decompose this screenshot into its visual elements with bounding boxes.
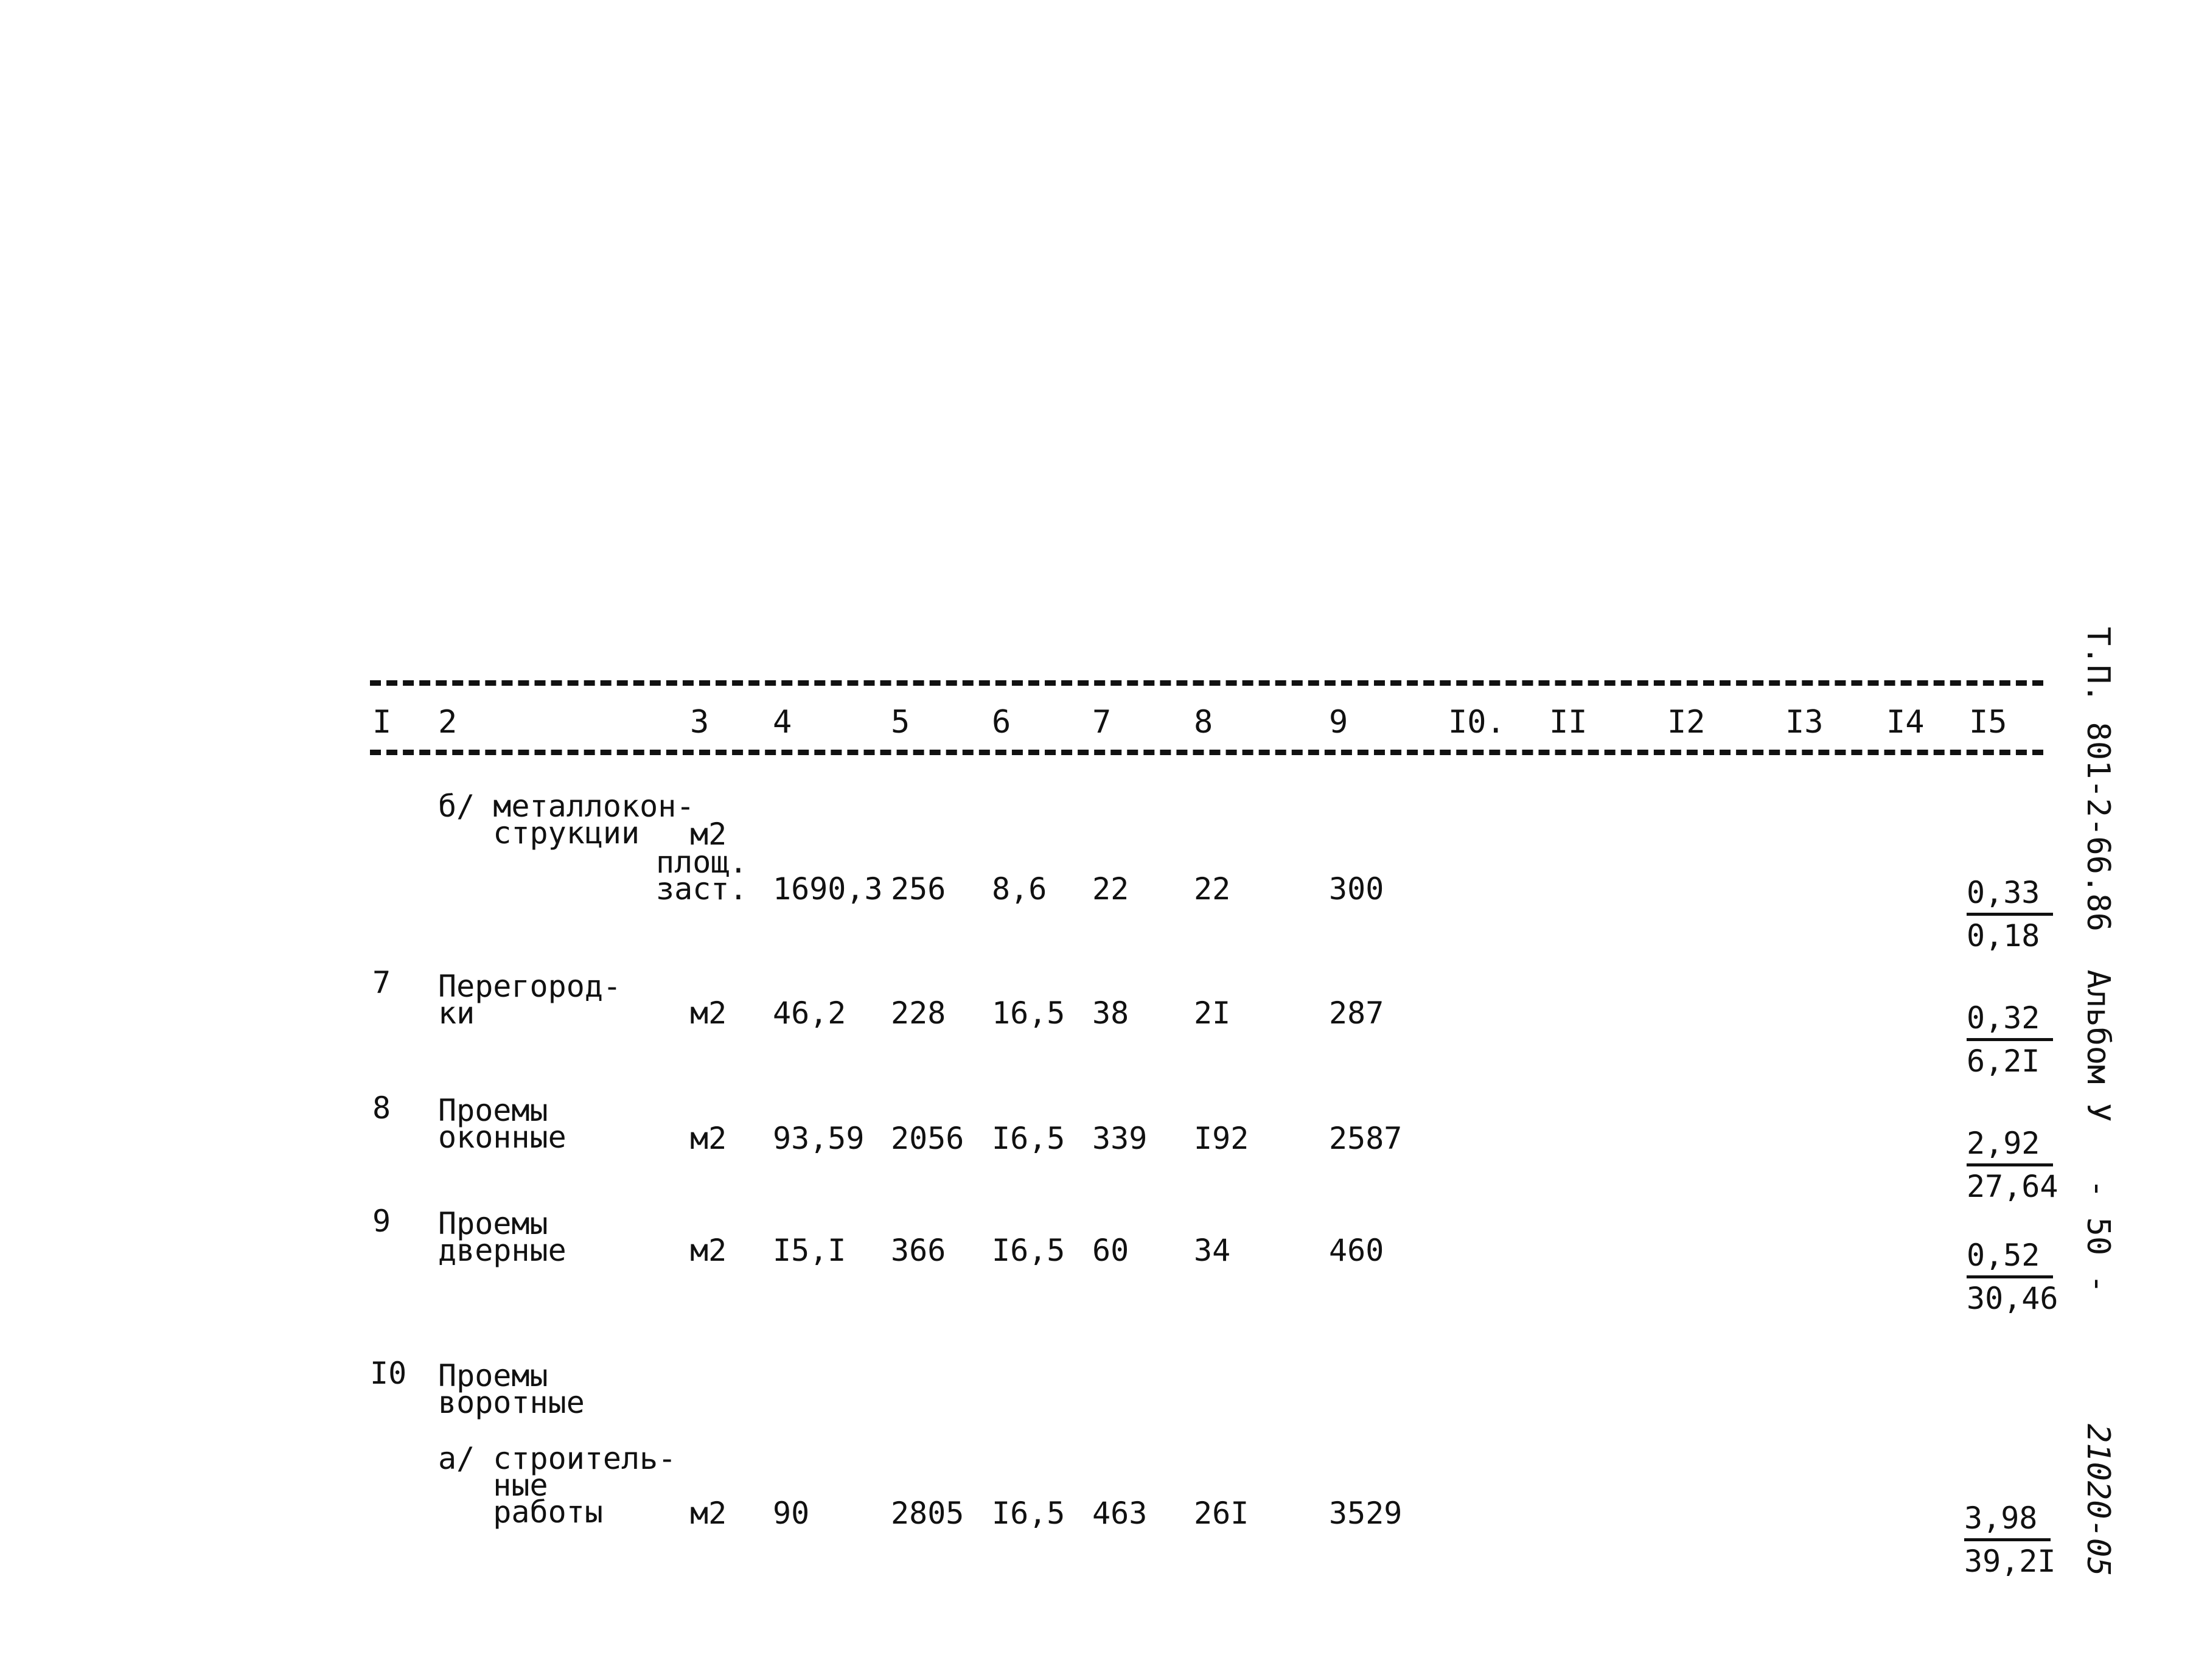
document-code-vertical: 21020-05: [2080, 1424, 2116, 1577]
row-name-line: Проемы: [438, 1093, 548, 1128]
header-top-rule: [370, 680, 2043, 686]
cell-c7: 22: [1092, 871, 1129, 907]
row-number: 9: [372, 1204, 391, 1239]
column-header: 5: [891, 704, 910, 741]
cell-c4: I5,I: [773, 1233, 846, 1268]
fraction-numerator: 2,92: [1967, 1123, 2053, 1166]
header-bottom-rule: [370, 750, 2043, 755]
fraction-numerator: 0,52: [1967, 1235, 2053, 1278]
cell-c4: 93,59: [773, 1121, 865, 1156]
fraction-numerator: 3,98: [1964, 1498, 2051, 1541]
cell-c5: 256: [891, 871, 946, 907]
cell-c8: 22: [1194, 871, 1231, 907]
cell-c4: 1690,3: [773, 871, 883, 907]
cell-c9: 287: [1329, 995, 1384, 1031]
row-unit-line: заст.: [656, 871, 748, 907]
column-header: 7: [1092, 704, 1112, 741]
cell-c9: 3529: [1329, 1496, 1403, 1531]
column-header: I0.: [1448, 704, 1505, 741]
cell-c6: 16,5: [992, 995, 1065, 1031]
column-header: I2: [1667, 704, 1706, 741]
row-name-line: струкции: [438, 815, 640, 851]
cell-c8: I92: [1194, 1121, 1249, 1156]
document-reference-vertical: Т.П. 801-2-66.86 Альбом У - 50 -: [2080, 627, 2116, 1294]
cell-c7: 463: [1092, 1496, 1148, 1531]
fraction-numerator: 0,33: [1967, 873, 2053, 916]
column-header: 9: [1329, 704, 1348, 741]
row-number: 8: [372, 1090, 391, 1126]
cell-c9: 460: [1329, 1233, 1384, 1268]
cell-c7: 60: [1092, 1233, 1129, 1268]
fraction-denominator: 27,64: [1967, 1169, 2058, 1204]
column-header: II: [1549, 704, 1588, 741]
cell-c9: 2587: [1329, 1121, 1403, 1156]
cell-c15-fraction: [1967, 1123, 2058, 1207]
row-number: 7: [372, 965, 391, 1000]
column-header: 8: [1194, 704, 1213, 741]
cell-c6: I6,5: [992, 1233, 1065, 1268]
cell-c15-fraction: [1964, 1498, 2056, 1581]
column-header: I4: [1886, 704, 1925, 741]
column-header: 2: [438, 704, 458, 741]
row-name-line: Проемы: [438, 1358, 548, 1393]
cell-c8: 34: [1194, 1233, 1231, 1268]
cell-c8: 26I: [1194, 1496, 1249, 1531]
cell-c6: 8,6: [992, 871, 1047, 907]
fraction-denominator: 30,46: [1967, 1281, 2058, 1316]
column-header: I3: [1785, 704, 1824, 741]
column-header: 4: [773, 704, 792, 741]
row-name-line: дверные: [438, 1233, 566, 1268]
cell-c15-fraction: [1967, 873, 2053, 956]
row-name-line: а/ строитель-: [438, 1441, 677, 1476]
cell-c5: 2805: [891, 1496, 964, 1531]
cell-c6: I6,5: [992, 1121, 1065, 1156]
cell-c9: 300: [1329, 871, 1384, 907]
row-unit-line: площ.: [656, 845, 748, 880]
row-name-line: Перегород-: [438, 969, 622, 1004]
row-name-line: б/ металлокон-: [438, 789, 695, 824]
cell-c7: 339: [1092, 1121, 1148, 1156]
row-name-line: оконные: [438, 1120, 566, 1155]
row-name-line: ки: [438, 995, 475, 1031]
row-name-line: Проемы: [438, 1206, 548, 1241]
column-header: 6: [992, 704, 1011, 741]
fraction-denominator: 39,2I: [1964, 1544, 2056, 1579]
cell-c5: 2056: [891, 1121, 964, 1156]
row-name-line: воротные: [438, 1385, 585, 1420]
row-unit-line: м2: [690, 995, 727, 1031]
column-header: 3: [690, 704, 709, 741]
row-unit-line: м2: [690, 1233, 727, 1268]
cell-c5: 228: [891, 995, 946, 1031]
column-header: I5: [1969, 704, 2007, 741]
cell-c15-fraction: [1967, 1235, 2058, 1319]
fraction-denominator: 0,18: [1967, 918, 2040, 953]
cell-c4: 90: [773, 1496, 810, 1531]
cell-c6: I6,5: [992, 1496, 1065, 1531]
row-number: I0: [370, 1356, 407, 1391]
cell-c5: 366: [891, 1233, 946, 1268]
row-name-line: ные: [438, 1468, 548, 1503]
cell-c7: 38: [1092, 995, 1129, 1031]
cell-c4: 46,2: [773, 995, 846, 1031]
row-name-line: работы: [438, 1494, 603, 1530]
row-unit-line: м2: [690, 1121, 727, 1156]
row-unit-line: м2: [690, 1496, 727, 1531]
cell-c8: 2I: [1194, 995, 1231, 1031]
fraction-numerator: 0,32: [1967, 998, 2053, 1041]
row-unit-line: м2: [690, 817, 727, 852]
column-header: I: [372, 704, 392, 741]
fraction-denominator: 6,2I: [1967, 1044, 2040, 1079]
cell-c15-fraction: [1967, 998, 2053, 1081]
